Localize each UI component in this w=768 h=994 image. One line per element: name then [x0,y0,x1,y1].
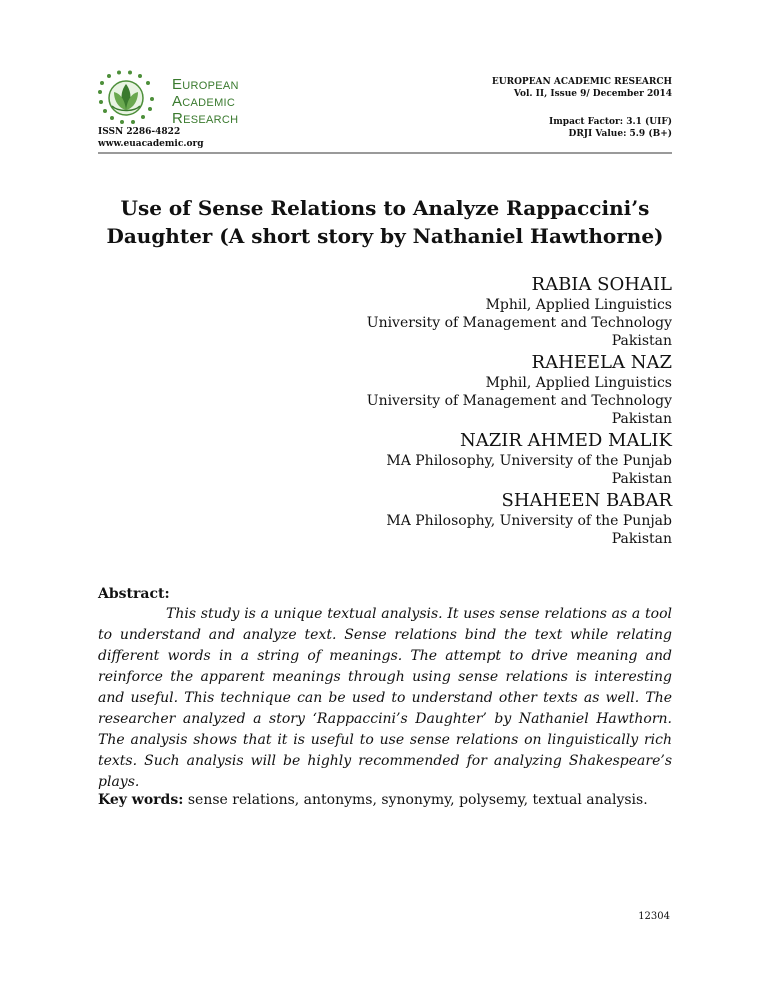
drji-value: DRJI Value: 5.9 (B+) [568,129,672,139]
author-institution: MA Philosophy, University of the Punjab [386,453,672,469]
abstract-heading: Abstract: [98,586,170,602]
abstract-section [98,584,672,793]
author-country: Pakistan [611,411,672,427]
paper-title-line-1: Use of Sense Relations to Analyze Rappaccini’s [120,196,650,220]
author-country: Pakistan [611,333,672,349]
logo-wordmark [172,76,239,127]
author-name: NAZIR AHMED MALIK [459,430,672,451]
logo-line-academic: Academic [172,93,236,110]
abstract-text: This study is a unique textual analysis. It uses sense relations as a tool to understand and analyze text. Sense relations bind the text while relating different words in a string of meanings. The attempt to drive meaning and reinforce the apparent meanings through using sense relations is interesting and useful. This technique can be used to understand other texts as well. The researcher analyzed a story ‘Rappaccini’s Daughter’ by Nathaniel Hawthorn. The analysis shows that it is useful to use sense relations on linguistically rich texts. Such analysis will be highly recommended for analyzing Shakespeare’s plays. [98,606,672,790]
journal-website: www.euacademic.org [98,139,204,149]
journal-info-block [492,76,672,140]
journal-volume: Vol. II, Issue 9/ December 2014 [513,89,672,99]
author-name: SHAHEEN BABAR [501,490,672,511]
paper-title [98,194,672,250]
author-institution: MA Philosophy, University of the Punjab [386,513,672,529]
author-institution: University of Management and Technology [366,315,672,331]
author-degree: Mphil, Applied Linguistics [485,297,672,313]
author-degree: Mphil, Applied Linguistics [485,375,672,391]
journal-name: EUROPEAN ACADEMIC RESEARCH [491,77,672,87]
issn-number: ISSN 2286-4822 [98,127,181,137]
paper-title-line-2: Daughter (A short story by Nathaniel Hawthorne) [106,224,664,248]
author-list [252,272,672,548]
issn-block [98,126,204,150]
page-number: 12304 [638,911,670,922]
keywords-section [98,790,672,811]
author-block [252,274,672,350]
keywords-label: Key words: [98,792,184,808]
author-country: Pakistan [611,531,672,547]
logo-line-research: Research [172,110,239,127]
keywords-text: sense relations, antonyms, synonymy, polysemy, textual analysis. [187,792,648,808]
author-country: Pakistan [611,471,672,487]
header-divider [98,152,672,154]
author-block [252,430,672,488]
author-name: RAHEELA NAZ [531,352,672,373]
logo-line-european: European [172,76,239,93]
impact-factor: Impact Factor: 3.1 (UIF) [549,117,672,127]
author-institution: University of Management and Technology [366,393,672,409]
author-block [252,490,672,548]
author-block [252,352,672,428]
author-name: RABIA SOHAIL [531,274,672,295]
